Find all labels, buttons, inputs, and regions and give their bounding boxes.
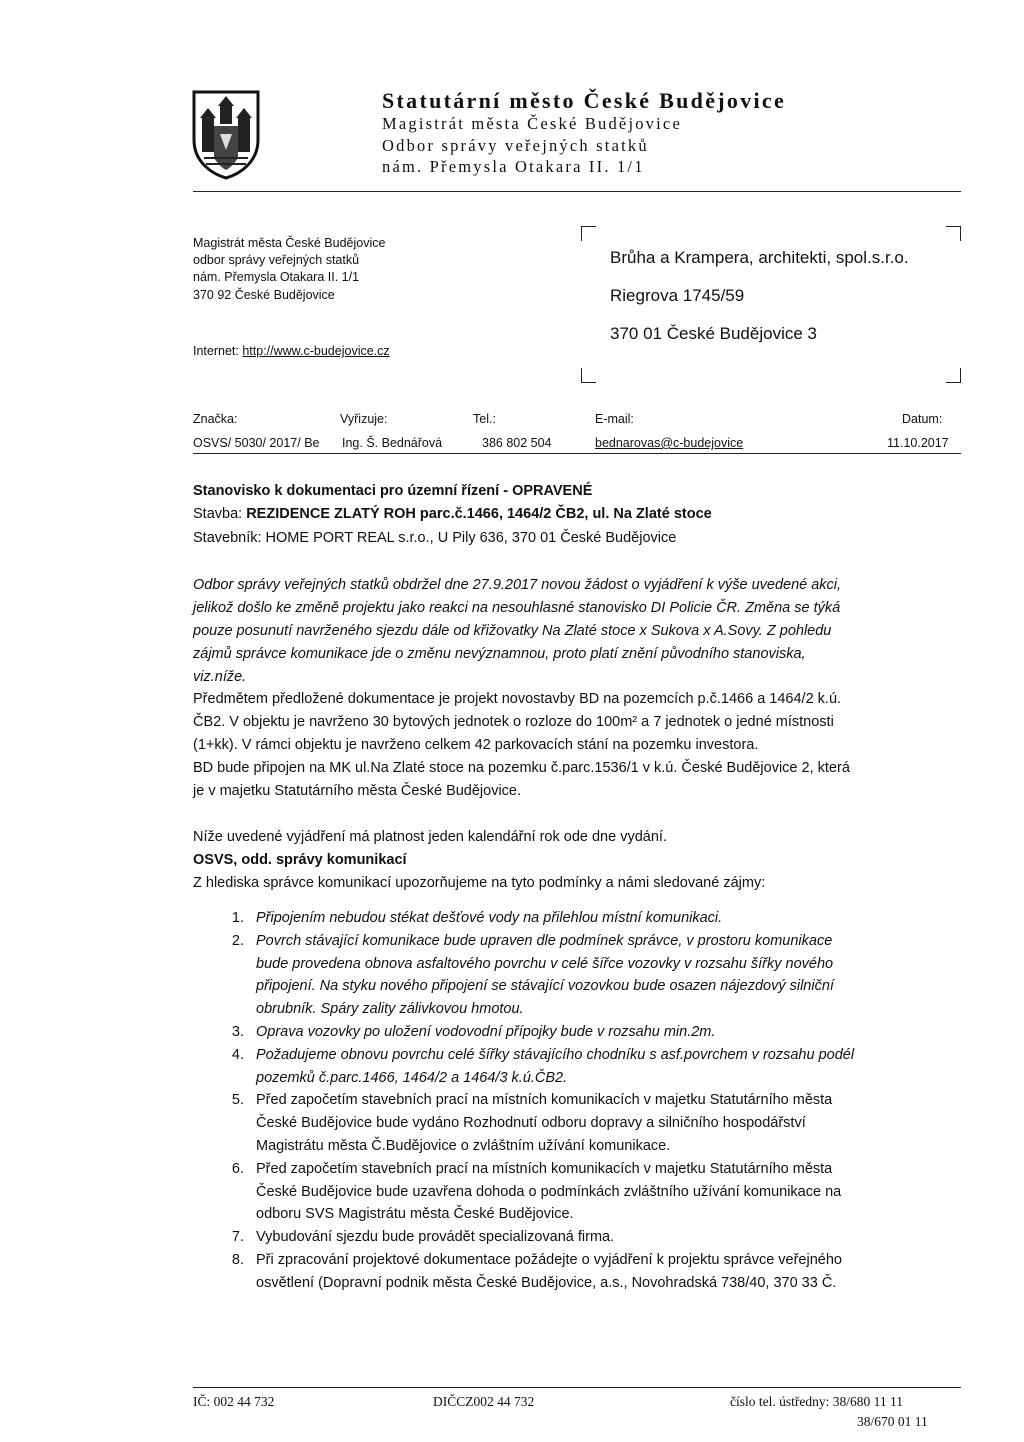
condition-item <box>193 1158 963 1226</box>
meta-rule <box>193 453 961 454</box>
condition-item <box>193 930 963 1021</box>
header-title: Statutární město České Budějovice <box>382 88 787 113</box>
condition-number: 4. <box>231 1046 244 1063</box>
condition-line: Před započetím stavebních prací na místních komunikacích v majetku Statutárního města <box>256 1092 833 1109</box>
condition-item <box>193 1226 963 1249</box>
condition-line: Vybudování sjezdu bude provádět specializovaná firma. <box>256 1229 615 1246</box>
datum-value: 11.10.2017 <box>887 436 949 450</box>
address-corner-br <box>946 368 961 383</box>
footer-ic: IČ: 002 44 732 <box>193 1394 275 1409</box>
body-line-2: ČB2. V objektu je navrženo 30 bytových jednotek o rozloze do 100m² a 7 jednotek o jedné místnosti <box>193 714 834 730</box>
condition-text <box>256 1021 963 1044</box>
condition-item <box>193 1249 963 1295</box>
subject-stavba <box>193 506 712 522</box>
address-corner-tr <box>946 226 961 241</box>
conditions-list <box>193 907 963 1295</box>
header-rule <box>193 191 961 192</box>
condition-line: připojení. Na styku nového připojení se stávající vozovkou bude osazen nájezdový silniční <box>256 978 834 995</box>
condition-text <box>256 1044 963 1090</box>
condition-text <box>256 1226 963 1249</box>
condition-text <box>256 1158 963 1226</box>
header-line-3: nám. Přemysla Otakara II. 1/1 <box>382 157 645 176</box>
condition-number: 2. <box>231 932 244 949</box>
conditions-intro: Z hlediska správce komunikací upozorňujeme na tyto podmínky a námi sledované zájmy: <box>193 875 766 891</box>
condition-text <box>256 1089 963 1157</box>
website-link[interactable]: http://www.c-budejovice.cz <box>242 344 390 358</box>
address-corner-tl <box>581 226 596 241</box>
condition-text <box>256 907 963 930</box>
condition-number: 1. <box>231 910 244 926</box>
znacka-value: OSVS/ 5030/ 2017/ Be <box>193 436 320 450</box>
sender-line-4: 370 92 České Budějovice <box>193 288 335 302</box>
email-label: E-mail: <box>595 412 634 426</box>
condition-item <box>193 1089 963 1157</box>
condition-number: 3. <box>231 1023 244 1040</box>
intro-line-4: zájmů správce komunikace jde o změnu nevýznamnou, proto platí znění původního stanoviska, <box>193 646 806 662</box>
condition-line: bude provedena obnova asfaltového povrchu v celé šířce vozovky v rozsahu šířky nového <box>256 955 834 972</box>
znacka-label: Značka: <box>193 412 238 426</box>
condition-line: pozemků č.parc.1466, 1464/2 a 1464/3 k.ú.ČB2. <box>256 1069 568 1086</box>
condition-line: Magistrátu města Č.Budějovice o zvláštním užívání komunikace. <box>256 1137 671 1154</box>
condition-line: Při zpracování projektové dokumentace požádejte o vyjádření k projektu správce veřejného <box>256 1251 842 1268</box>
sender-line-3: nám. Přemysla Otakara II. 1/1 <box>193 270 360 284</box>
condition-text <box>256 930 963 1021</box>
footer-tel-2: 38/670 01 11 <box>857 1414 928 1429</box>
condition-line: České Budějovice bude uzavřena dohoda o podmínkách zvláštního užívání komunikace na <box>256 1183 842 1200</box>
footer-dic: DIČCZ002 44 732 <box>433 1394 535 1409</box>
condition-line: osvětlení (Dopravní podnik města České Budějovice, a.s., Novohradská 738/40, 370 33 Č. <box>256 1274 837 1291</box>
address-corner-bl <box>581 368 596 383</box>
recipient-street: Riegrova 1745/59 <box>610 286 745 305</box>
intro-line-1: Odbor správy veřejných statků obdržel dne 27.9.2017 novou žádost o vyjádření k výše uvedené akci, <box>193 577 842 593</box>
sender-line-1: Magistrát města České Budějovice <box>193 236 386 250</box>
condition-item <box>193 1044 963 1090</box>
intro-line-2: jelikož došlo ke změně projektu jako reakci na nesouhlasné stanovisko DI Policie ČR. Změna se týká <box>193 600 841 616</box>
condition-line: České Budějovice bude vydáno Rozhodnutí odboru dopravy a silničního hospodářství <box>256 1115 806 1132</box>
recipient-name: Brůha a Krampera, architekti, spol.s.r.o. <box>610 248 909 267</box>
condition-line: Před započetím stavebních prací na místních komunikacích v majetku Statutárního města <box>256 1160 833 1177</box>
subject-title: Stanovisko k dokumentaci pro územní řízení - OPRAVENÉ <box>193 483 593 499</box>
stavba-value: REZIDENCE ZLATÝ ROH parc.č.1466, 1464/2 ČB2, ul. Na Zlaté stoce <box>246 506 712 522</box>
tel-value: 386 802 504 <box>482 436 552 450</box>
condition-line: Povrch stávající komunikace bude upraven dle podmínek správce, v prostoru komunikace <box>256 932 833 949</box>
condition-line: odboru SVS Magistrátu města České Budějovice. <box>256 1206 574 1223</box>
datum-label: Datum: <box>902 412 943 426</box>
internet-label: Internet: <box>193 344 239 358</box>
header-line-2: Odbor správy veřejných statků <box>382 136 649 155</box>
coat-of-arms-icon <box>190 88 262 180</box>
condition-number: 5. <box>231 1092 244 1109</box>
email-link[interactable]: bednarovas@c-budejovice <box>595 436 744 450</box>
sender-line-2: odbor správy veřejných statků <box>193 253 360 267</box>
body-line-5: je v majetku Statutárního města České Budějovice. <box>193 783 522 799</box>
condition-item <box>193 907 963 930</box>
header-line-1: Magistrát města České Budějovice <box>382 114 682 133</box>
vyrizuje-label: Vyřizuje: <box>340 412 388 426</box>
footer-tel: číslo tel. ústředny: 38/680 11 11 <box>730 1394 903 1409</box>
condition-item <box>193 1021 963 1044</box>
body-line-3: (1+kk). V rámci objektu je navrženo celkem 42 parkovacích stání na pozemku investora. <box>193 737 759 753</box>
subject-stavebnik: Stavebník: HOME PORT REAL s.r.o., U Pily 636, 370 01 České Budějovice <box>193 530 677 546</box>
vyrizuje-value: Ing. Š. Bednářová <box>342 436 443 450</box>
stavba-label: Stavba: <box>193 506 247 522</box>
body-line-4: BD bude připojen na MK ul.Na Zlaté stoce na pozemku č.parc.1536/1 v k.ú. České Budějovice 2, která <box>193 760 850 776</box>
intro-line-5: viz.níže. <box>193 669 247 685</box>
intro-line-3: pouze posunutí navrženého sjezdu dále od křižovatky Na Zlaté stoce x Sukova x A.Sovy. Z pohledu <box>193 623 832 639</box>
validity-text: Níže uvedené vyjádření má platnost jeden kalendářní rok ode dne vydání. <box>193 829 667 845</box>
recipient-city: 370 01 České Budějovice 3 <box>610 324 817 343</box>
sender-internet <box>193 344 390 358</box>
condition-number: 8. <box>231 1251 244 1268</box>
condition-line: Připojením nebudou stékat dešťové vody na přilehlou místní komunikaci. <box>256 910 723 926</box>
condition-line: obrubník. Spáry zality zálivkovou hmotou. <box>256 1001 524 1018</box>
condition-line: Oprava vozovky po uložení vodovodní přípojky bude v rozsahu min.2m. <box>256 1023 716 1040</box>
condition-number: 7. <box>231 1229 244 1246</box>
body-line-1: Předmětem předložené dokumentace je projekt novostavby BD na pozemcích p.č.1466 a 1464/2 k.ú. <box>193 691 842 707</box>
condition-line: Požadujeme obnovu povrchu celé šířky stávajícího chodníku s asf.povrchem v rozsahu podél <box>256 1046 855 1063</box>
tel-label: Tel.: <box>473 412 496 426</box>
department-heading: OSVS, odd. správy komunikací <box>193 852 407 868</box>
footer-rule <box>193 1387 961 1388</box>
condition-number: 6. <box>231 1160 244 1177</box>
condition-text <box>256 1249 963 1295</box>
